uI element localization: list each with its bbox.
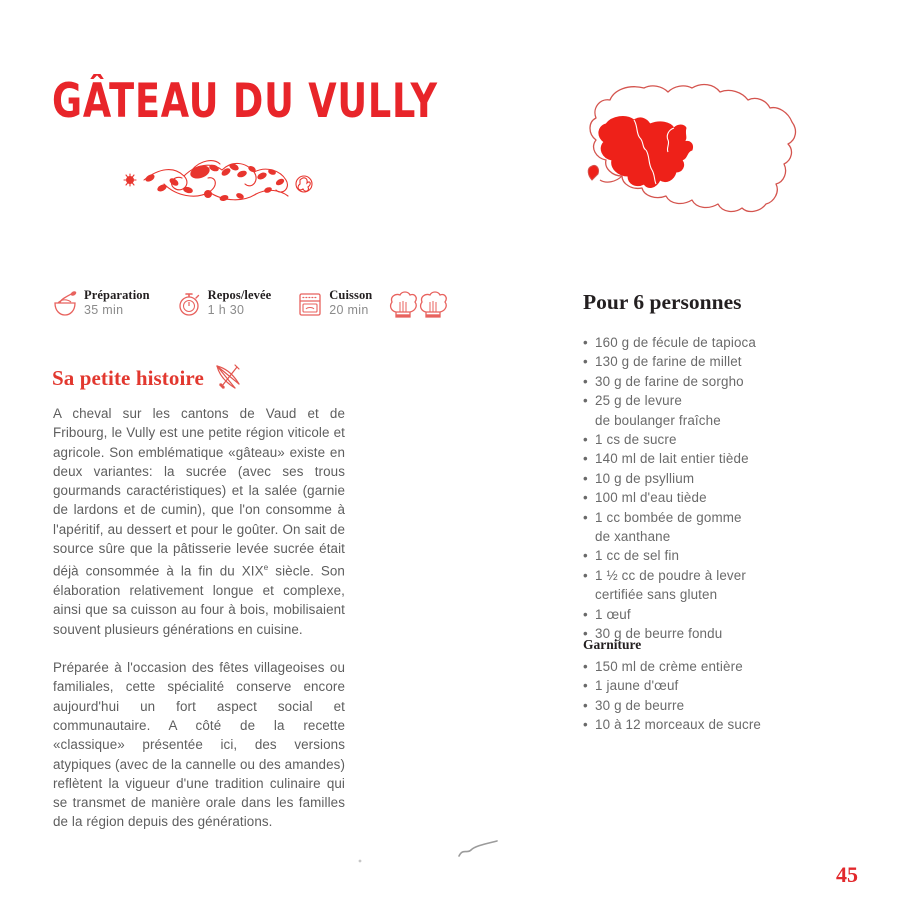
history-paragraph-2: Préparée à l'occasion des fêtes villageoises ou familiales, cette spécialité conserve encore aujourd'hui un fort aspect social et communautaire. A côté de la recette «classique» présentée ici, des versions atypiques (avec de la cannelle ou des amandes) reflètent la vigueur d'une tradition culinaire qui se transmet de manière orale dans les familles de la région depuis des générations.	[53, 660, 345, 830]
list-bullet: •	[583, 354, 588, 370]
history-paragraph-1-text: A cheval sur les cantons de Vaud et de Fribourg, le Vully est une petite région viticole et agricole. Son emblématique «gâteau» existe en deux variantes: la sucrée (avec ses trous gourmands caractéristiques) et la salée (garnie de lardons et de cumin), que l'on consomme à l'apéritif, au dessert et pour le goûter. On sait de source sûre que la pâtisserie levée sucrée était déjà consommée à la fin du XIX	[53, 406, 345, 579]
stopwatch-icon	[176, 290, 202, 318]
list-item-text: 160 g de fécule de tapioca	[595, 335, 756, 350]
list-item-text: 1 œuf	[595, 606, 631, 622]
list-bullet: •	[583, 335, 588, 350]
list-bullet: •	[583, 470, 588, 486]
list-item-continuation: de boulanger fraîche	[595, 412, 721, 428]
century-superscript: e	[263, 562, 269, 573]
list-item-text: 1 ½ cc de poudre à lever certifiée sans gluten	[595, 566, 833, 605]
list-item-text: 10 à 12 morceaux de sucre	[595, 717, 762, 733]
list-item	[583, 605, 833, 624]
list-item	[583, 352, 833, 371]
list-item-continuation: certifiée sans gluten	[595, 587, 718, 603]
list-item	[583, 657, 833, 676]
list-item-text: 100 ml d'eau tiède	[595, 490, 707, 506]
list-bullet: •	[583, 548, 588, 564]
list-bullet: •	[583, 432, 588, 448]
garnish-heading: Garniture	[583, 637, 642, 652]
list-bullet: •	[583, 659, 588, 674]
list-bullet: •	[583, 626, 588, 642]
meta-label: Repos/levée	[207, 288, 272, 302]
ingredients-list	[583, 333, 833, 644]
list-item	[583, 508, 833, 547]
list-item	[583, 391, 833, 430]
list-item	[583, 449, 833, 468]
meta-label: Cuisson	[329, 288, 373, 302]
history-heading-label: Sa petite histoire	[52, 365, 204, 390]
list-item-text: 150 ml de crème entière	[595, 659, 743, 674]
history-paragraph-1-tail: siècle. Son élaboration relativement longue et complexe, ainsi que sa cuisson au four à bois, mobilisaient souvent plusieurs générations en cuisine.	[53, 563, 345, 637]
scan-artifact	[455, 838, 501, 864]
list-item	[583, 469, 833, 488]
recipe-meta-row	[52, 288, 398, 318]
meta-value: 20 min	[329, 303, 369, 317]
meta-value: 35 min	[84, 303, 124, 317]
history-body	[53, 404, 345, 851]
list-item-text: 10 g de psyllium	[595, 470, 695, 486]
meta-item-preparation	[52, 288, 150, 318]
list-item-text: 30 g de farine de sorgho	[595, 373, 744, 389]
garnish-list	[583, 657, 833, 735]
list-bullet: •	[583, 606, 588, 622]
page-title: GÂTEAU DU VULLY	[52, 74, 438, 129]
switzerland-map	[556, 80, 806, 232]
ingredients-heading: Pour 6 personnes	[583, 290, 742, 314]
meta-item-resting	[176, 288, 272, 318]
list-item-text: 30 g de beurre	[595, 697, 685, 713]
list-item-text: 130 g de farine de millet	[595, 354, 742, 370]
list-bullet: •	[583, 393, 588, 409]
history-paragraph-1	[53, 404, 345, 639]
meta-label: Préparation	[84, 288, 150, 302]
list-bullet: •	[583, 490, 588, 506]
list-bullet: •	[583, 373, 588, 389]
difficulty-rating	[388, 290, 448, 322]
list-item-text: 1 cs de sucre	[595, 432, 677, 448]
list-item	[583, 566, 833, 605]
list-item	[583, 696, 833, 715]
list-bullet: •	[583, 697, 588, 713]
history-heading	[52, 364, 243, 392]
list-item-text: 140 ml de lait entier tiède	[595, 451, 749, 467]
list-item	[583, 372, 833, 391]
chef-hat-icon	[388, 290, 418, 322]
list-item-text: 1 cc bombée de gomme de xanthane	[595, 508, 833, 547]
list-item	[583, 676, 833, 695]
floral-ornament-icon	[104, 150, 334, 210]
oven-icon	[297, 290, 323, 318]
list-bullet: •	[583, 567, 588, 583]
list-item	[583, 333, 833, 352]
meta-value: 1 h 30	[207, 303, 245, 317]
list-bullet: •	[583, 678, 588, 694]
list-item	[583, 430, 833, 449]
list-item-text: 1 jaune d'œuf	[595, 678, 679, 694]
list-item	[583, 488, 833, 507]
list-bullet: •	[583, 451, 588, 467]
scan-artifact	[355, 855, 369, 867]
crossbow-icon	[213, 362, 243, 392]
list-item	[583, 546, 833, 565]
list-item-text: 1 cc de sel fin	[595, 548, 680, 564]
page-number: 45	[836, 862, 858, 887]
list-bullet: •	[583, 509, 588, 525]
mixing-bowl-icon	[52, 290, 78, 318]
meta-item-cooking	[297, 288, 372, 318]
list-item-text: 25 g de levure de boulanger fraîche	[595, 391, 833, 430]
list-item-text: 30 g de beurre fondu	[595, 626, 723, 642]
list-bullet: •	[583, 717, 588, 733]
chef-hat-icon	[418, 290, 448, 322]
list-item	[583, 715, 833, 734]
list-item-continuation: de xanthane	[595, 529, 671, 545]
